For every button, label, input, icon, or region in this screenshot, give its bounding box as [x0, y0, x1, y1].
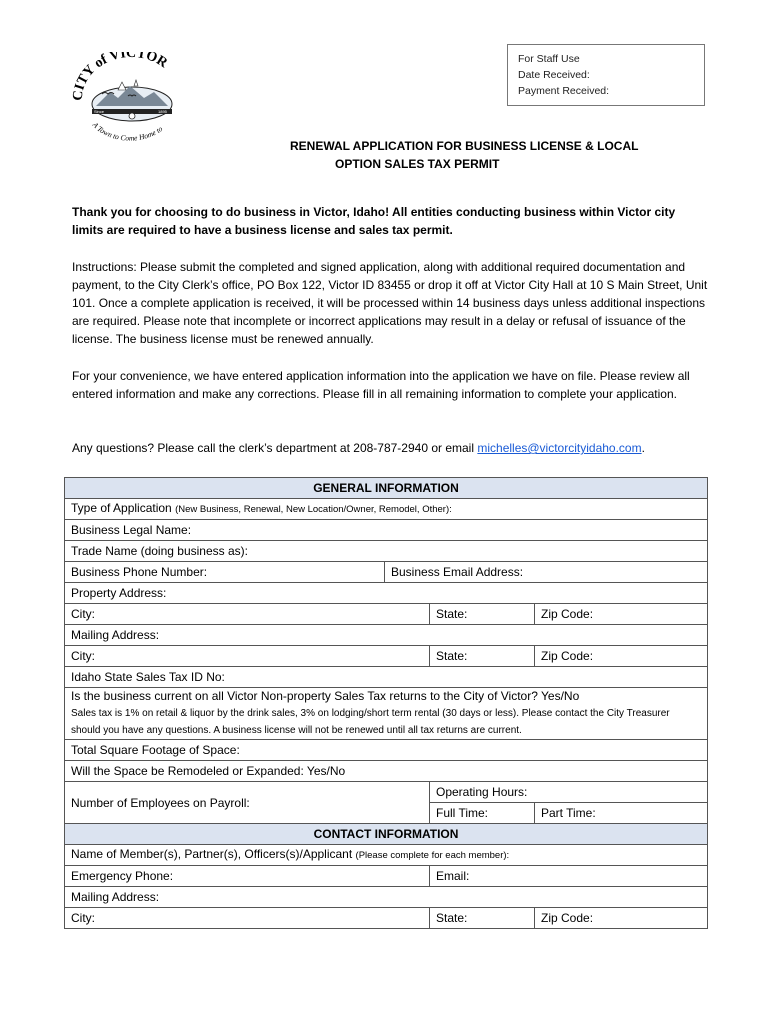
logo-year: 1895: [158, 109, 167, 114]
logo-since: Since: [94, 109, 105, 114]
remodeled-field[interactable]: Will the Space be Remodeled or Expanded: Yes/No: [65, 761, 708, 782]
title-line-1: RENEWAL APPLICATION FOR BUSINESS LICENSE & LOCAL: [290, 139, 639, 153]
clerk-email-link[interactable]: michelles@victorcityidaho.com: [477, 441, 642, 455]
members-note: (Please complete for each member):: [355, 850, 510, 861]
type-of-application-options: (New Business, Renewal, New Location/Owner, Remodel, Other):: [175, 504, 452, 515]
mailing-city-field[interactable]: City:: [65, 646, 430, 667]
contact-mailing-address-field[interactable]: Mailing Address:: [65, 887, 708, 908]
questions-text: Any questions? Please call the clerk’s department at 208-787-2940 or email: [72, 441, 478, 455]
city-seal-graphic: [72, 52, 188, 142]
contact-state-field[interactable]: State:: [430, 908, 535, 929]
trade-name-field[interactable]: Trade Name (doing business as):: [65, 541, 708, 562]
business-email-field[interactable]: Business Email Address:: [385, 562, 708, 583]
logo-motto: A Town to Come Home to: [90, 120, 165, 142]
contact-zip-field[interactable]: Zip Code:: [535, 908, 708, 929]
business-legal-name-field[interactable]: Business Legal Name:: [65, 520, 708, 541]
convenience-paragraph: For your convenience, we have entered application information into the application we have on file. Please review all entered information and make any corrections. Please fill in all remaining information to complete your application.: [72, 369, 690, 401]
mailing-state-field[interactable]: State:: [430, 646, 535, 667]
type-of-application-field[interactable]: [65, 499, 708, 520]
property-city-field[interactable]: City:: [65, 604, 430, 625]
contact-email-field[interactable]: Email:: [430, 866, 708, 887]
svg-text:A Town to Come Home to: [90, 120, 164, 142]
questions-paragraph: [72, 439, 708, 457]
type-of-application-label: Type of Application: [71, 501, 172, 515]
staff-use-label: For Staff Use: [518, 53, 580, 65]
contact-info-header: CONTACT INFORMATION: [65, 824, 708, 845]
full-time-field[interactable]: Full Time:: [430, 803, 535, 824]
instructions-paragraph: Instructions: Please submit the completed and signed application, along with additional required documentation and payment, to the City Clerk’s office, PO Box 122, Victor ID 83455 or drop it off at Victor City Hall at 10 S Main Street, Unit 101. Once a complete application is received, it will be processed within 14 business days unless additional inspections are required. Please note that incomplete or incorrect applications may result in a delay or refusal of issuance of the license. The business license must be renewed annually.: [72, 260, 708, 346]
date-received-label: Date Received:: [518, 69, 590, 81]
city-of-victor-logo: [72, 52, 188, 142]
members-field[interactable]: [65, 845, 708, 866]
property-state-field[interactable]: State:: [430, 604, 535, 625]
employees-field[interactable]: Number of Employees on Payroll:: [65, 782, 430, 824]
payment-received-label: Payment Received:: [518, 85, 610, 97]
tax-current-question: Is the business current on all Victor Non-property Sales Tax returns to the City of Victor? Yes/No: [71, 689, 580, 703]
property-address-field[interactable]: Property Address:: [65, 583, 708, 604]
emergency-phone-field[interactable]: Emergency Phone:: [65, 866, 430, 887]
business-phone-field[interactable]: Business Phone Number:: [65, 562, 385, 583]
staff-use-box: [507, 44, 705, 106]
mailing-zip-field[interactable]: Zip Code:: [535, 646, 708, 667]
page-title: [250, 137, 650, 173]
sales-tax-id-field[interactable]: Idaho State Sales Tax ID No:: [65, 667, 708, 688]
contact-city-field[interactable]: City:: [65, 908, 430, 929]
logo-arc-text: CITY of VICTOR: [72, 52, 170, 102]
title-line-2: OPTION SALES TAX PERMIT: [335, 157, 500, 171]
intro-paragraph: Thank you for choosing to do business in Victor, Idaho! All entities conducting business within Victor city limits are required to have a business license and sales tax permit.: [72, 205, 676, 237]
tax-current-field[interactable]: [65, 688, 708, 740]
operating-hours-field[interactable]: Operating Hours:: [430, 782, 708, 803]
part-time-field[interactable]: Part Time:: [535, 803, 708, 824]
general-info-header: GENERAL INFORMATION: [65, 478, 708, 499]
sales-tax-note: Sales tax is 1% on retail & liquor by the drink sales, 3% on lodging/short term rental (30 days or less). Please contact the City Treasurer should you have any questions. A business license will not be renewed until all tax returns are current.: [71, 708, 670, 736]
application-form-table: [64, 477, 708, 929]
questions-end: .: [641, 441, 645, 455]
square-footage-field[interactable]: Total Square Footage of Space:: [65, 740, 708, 761]
mailing-address-field[interactable]: Mailing Address:: [65, 625, 708, 646]
members-label: Name of Member(s), Partner(s), Officers(s)/Applicant: [71, 847, 353, 861]
property-zip-field[interactable]: Zip Code:: [535, 604, 708, 625]
